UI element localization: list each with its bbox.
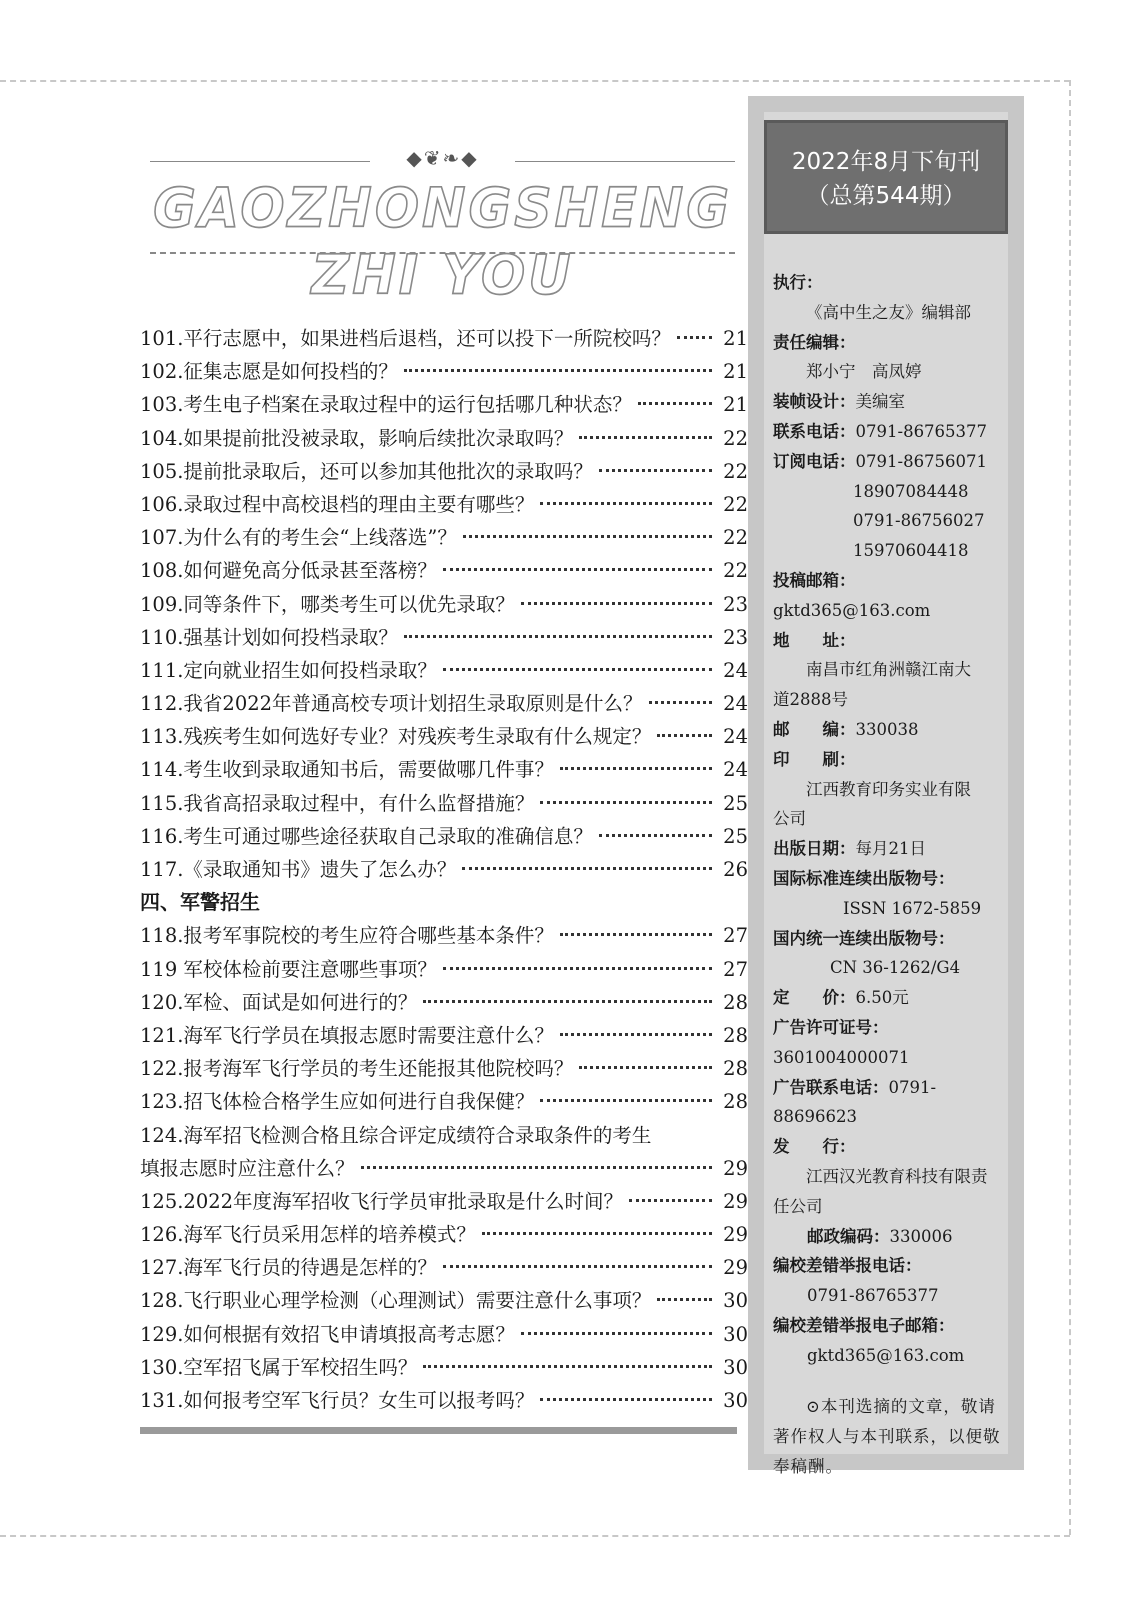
toc-page-number: 25 bbox=[723, 791, 748, 815]
toc-entry-title: 112.我省2022年普通高校专项计划招生录取原则是什么？ bbox=[140, 692, 643, 716]
toc-leader-dots bbox=[657, 1298, 712, 1301]
toc-page-number: 30 bbox=[723, 1355, 748, 1379]
header-ornament bbox=[150, 146, 735, 172]
toc-entry-line bbox=[140, 1119, 748, 1152]
dist-value-2: 任公司 bbox=[773, 1196, 823, 1216]
toc-leader-dots bbox=[540, 502, 712, 505]
design-label: 装帧设计： bbox=[773, 392, 856, 412]
toc-entry-title: 116.考生可通过哪些途径获取自己录取的准确信息？ bbox=[140, 824, 593, 848]
err-phone-label: 编校差错举报电话： bbox=[773, 1256, 922, 1276]
toc-leader-dots bbox=[423, 1000, 712, 1003]
exec-label: 执行： bbox=[773, 273, 823, 292]
toc-page-number: 28 bbox=[723, 990, 748, 1014]
toc-entry-title: 117.《录取通知书》遗失了怎么办？ bbox=[140, 858, 457, 881]
toc-leader-dots bbox=[599, 834, 712, 837]
toc-entry-title: 126.海军飞行员采用怎样的培养模式？ bbox=[140, 1223, 476, 1247]
toc-entry-title: 115.我省高招录取过程中，有什么监督措施？ bbox=[140, 791, 535, 815]
toc-entry[interactable] bbox=[140, 322, 748, 355]
toc-page-number: 28 bbox=[723, 1057, 748, 1081]
toc-leader-dots bbox=[443, 1265, 712, 1268]
toc-entry-title: 107.为什么有的考生会“上线落选”？ bbox=[140, 526, 457, 550]
toc-page-number: 24 bbox=[723, 692, 748, 716]
dist-value-1: 江西汉光教育科技有限责 bbox=[806, 1166, 988, 1186]
page-border-bottom bbox=[0, 1535, 1070, 1537]
dist-label: 发 行： bbox=[773, 1137, 856, 1157]
editor-label: 责任编辑： bbox=[773, 332, 856, 352]
masthead-info bbox=[773, 268, 1005, 1482]
toc-page-number: 24 bbox=[723, 758, 748, 782]
design-row bbox=[773, 387, 1005, 417]
toc-entry-title: 128.飞行职业心理学检测（心理测试）需要注意什么事项？ bbox=[140, 1289, 652, 1313]
toc-entry[interactable] bbox=[140, 621, 748, 654]
toc-entry-title: 106.录取过程中高校退档的理由主要有哪些？ bbox=[140, 492, 535, 516]
design-value: 美编室 bbox=[855, 392, 905, 412]
toc-leader-dots bbox=[361, 1166, 712, 1169]
ad-license-label: 广告许可证号： bbox=[773, 1017, 889, 1037]
toc-page-number: 24 bbox=[723, 725, 748, 749]
toc-page-number: 21 bbox=[723, 327, 748, 350]
toc-leader-dots bbox=[560, 1033, 712, 1036]
toc-entry[interactable] bbox=[140, 554, 748, 587]
toc-page-number: 30 bbox=[723, 1289, 748, 1313]
toc-page-number: 29 bbox=[723, 1256, 748, 1280]
toc-leader-dots bbox=[638, 402, 712, 405]
toc-entry[interactable] bbox=[140, 720, 748, 753]
issn-value: ISSN 1672-5859 bbox=[843, 898, 982, 918]
toc-leader-dots bbox=[540, 1099, 712, 1102]
ad-license-value: 3601004000071 bbox=[773, 1047, 910, 1067]
toc-entry-title: 120.军检、面试是如何进行的？ bbox=[140, 990, 418, 1014]
sub-row bbox=[773, 447, 1005, 477]
toc-entry[interactable] bbox=[140, 355, 748, 388]
toc-entry-title: 118.报考军事院校的考生应符合哪些基本条件？ bbox=[140, 924, 554, 948]
toc-page-number: 22 bbox=[723, 426, 748, 450]
toc-entry[interactable] bbox=[140, 953, 748, 986]
toc-entry-title: 108.如何避免高分低录甚至落榜？ bbox=[140, 559, 437, 583]
toc-entry[interactable] bbox=[140, 455, 748, 488]
toc-page-number: 27 bbox=[723, 924, 748, 948]
email-label: 投稿邮箱： bbox=[773, 570, 856, 590]
price-label: 定 价： bbox=[773, 988, 856, 1008]
toc-page-number: 21 bbox=[723, 393, 748, 417]
toc-leader-dots bbox=[560, 767, 712, 770]
toc-entry-title: 101.平行志愿中，如果进档后退档，还可以投下一所院校吗？ bbox=[140, 327, 671, 350]
print-value-2: 公司 bbox=[773, 809, 806, 829]
toc-entry-title: 103.考生电子档案在录取过程中的运行包括哪几种状态？ bbox=[140, 393, 632, 417]
dist-zip-value: 330006 bbox=[889, 1226, 953, 1246]
toc-page-number: 26 bbox=[723, 858, 748, 881]
toc-entry[interactable] bbox=[140, 1085, 748, 1118]
copyright-note: ⊙本刊选摘的文章，敬请著作权人与本刊联系，以便敬奉稿酬。 bbox=[773, 1397, 1001, 1477]
toc-leader-dots bbox=[540, 801, 712, 804]
toc-entry[interactable] bbox=[140, 1052, 748, 1085]
toc-leader-dots bbox=[599, 469, 712, 472]
bottom-rule bbox=[140, 1427, 737, 1434]
toc-entry-title: 119 军校体检前要注意哪些事项？ bbox=[140, 957, 437, 981]
toc-entry-title: 110.强基计划如何投档录取？ bbox=[140, 625, 398, 649]
toc-page-number: 30 bbox=[723, 1322, 748, 1346]
toc-entry[interactable] bbox=[140, 820, 748, 853]
toc-entry[interactable] bbox=[140, 1019, 748, 1052]
toc-entry[interactable] bbox=[140, 687, 748, 720]
toc-entry-title: 111.定向就业招生如何投档录取？ bbox=[140, 658, 437, 682]
price-value: 6.50元 bbox=[855, 988, 909, 1008]
toc-entry-title: 105.提前批录取后，还可以参加其他批次的录取吗？ bbox=[140, 459, 593, 483]
ad-phone-value: 0791-88696623 bbox=[773, 1077, 937, 1127]
toc-leader-dots bbox=[649, 701, 712, 704]
ornament-line-right bbox=[515, 161, 735, 162]
toc-leader-dots bbox=[657, 734, 712, 737]
addr-label: 地 址： bbox=[773, 630, 856, 650]
page-border-right bbox=[1069, 80, 1071, 1535]
toc-entry-title: 131.如何报考空军飞行员？女生可以报考吗？ bbox=[140, 1389, 535, 1412]
toc-entry-title: 127.海军飞行员的待遇是怎样的？ bbox=[140, 1256, 437, 1280]
sub-value-2: 18907084448 bbox=[853, 481, 969, 501]
toc-entry[interactable] bbox=[140, 488, 748, 521]
toc-entry[interactable] bbox=[140, 1318, 748, 1351]
toc-entry[interactable] bbox=[140, 853, 748, 886]
toc-leader-dots bbox=[404, 635, 712, 638]
toc-leader-dots bbox=[482, 1232, 712, 1235]
toc-leader-dots bbox=[629, 1199, 712, 1202]
sub-value-3: 0791-86756027 bbox=[853, 511, 985, 531]
toc-entry-title: 填报志愿时应注意什么？ bbox=[140, 1156, 355, 1180]
issn-label: 国际标准连续出版物号： bbox=[773, 868, 955, 888]
cn-label: 国内统一连续出版物号： bbox=[773, 928, 955, 948]
toc-entry[interactable] bbox=[140, 1251, 748, 1284]
toc-entry[interactable] bbox=[140, 1185, 748, 1218]
toc-entry[interactable] bbox=[140, 654, 748, 687]
toc-leader-dots bbox=[404, 369, 712, 372]
toc-page-number: 22 bbox=[723, 492, 748, 516]
date-label: 出版日期： bbox=[773, 839, 856, 859]
toc-page-number: 22 bbox=[723, 526, 748, 550]
toc-entry-title: 122.报考海军飞行学员的考生还能报其他院校吗？ bbox=[140, 1057, 574, 1081]
toc-entry-title: 113.残疾考生如何选好专业？对残疾考生录取有什么规定？ bbox=[140, 725, 652, 749]
toc-entry[interactable] bbox=[140, 753, 748, 786]
toc-leader-dots bbox=[423, 1365, 712, 1368]
zip-row bbox=[773, 715, 1005, 745]
sub-label: 订阅电话： bbox=[773, 451, 856, 471]
page-border-top bbox=[0, 80, 1070, 82]
phone-value: 0791-86765377 bbox=[855, 421, 988, 441]
toc-leader-dots bbox=[540, 1398, 712, 1401]
err-phone-value: 0791-86765377 bbox=[807, 1286, 939, 1306]
brand-underline bbox=[150, 252, 735, 254]
toc-entry[interactable] bbox=[140, 787, 748, 820]
toc-entry[interactable] bbox=[140, 1218, 748, 1251]
toc-entry-title: 125.2022年度海军招收飞行学员审批录取是什么时间？ bbox=[140, 1189, 624, 1213]
toc-page-number: 27 bbox=[723, 957, 748, 981]
print-value-1: 江西教育印务实业有限 bbox=[806, 779, 971, 799]
toc-entry[interactable] bbox=[140, 521, 748, 554]
phone-label: 联系电话： bbox=[773, 421, 856, 441]
toc-leader-dots bbox=[579, 436, 712, 439]
cn-value: CN 36-1262/G4 bbox=[830, 958, 961, 978]
toc-entry[interactable] bbox=[140, 1351, 748, 1384]
toc-entry[interactable] bbox=[140, 919, 748, 952]
toc-page-number: 28 bbox=[723, 1023, 748, 1047]
ad-phone-row bbox=[773, 1073, 1005, 1133]
sub-value-4: 15970604418 bbox=[853, 541, 969, 561]
sub-value-1: 0791-86756071 bbox=[855, 451, 988, 471]
toc-entry-text: 124.海军招飞检测合格且综合评定成绩符合录取条件的考生 bbox=[140, 1123, 652, 1147]
toc-entry-title: 121.海军飞行学员在填报志愿时需要注意什么？ bbox=[140, 1023, 554, 1047]
dist-zip-row bbox=[773, 1222, 1005, 1252]
issue-box bbox=[764, 120, 1008, 234]
toc-entry-title: 123.招飞体检合格学生应如何进行自我保健？ bbox=[140, 1090, 535, 1114]
table-of-contents bbox=[140, 322, 748, 1417]
toc-leader-dots bbox=[443, 568, 712, 571]
toc-leader-dots bbox=[462, 867, 712, 870]
ornament-line-left bbox=[150, 161, 370, 162]
toc-entry[interactable] bbox=[140, 388, 748, 421]
addr-value-1: 南昌市红角洲赣江南大 bbox=[806, 660, 971, 680]
toc-entry[interactable] bbox=[140, 1384, 748, 1417]
toc-page-number: 23 bbox=[723, 625, 748, 649]
toc-entry-title: 109.同等条件下，哪类考生可以优先录取？ bbox=[140, 592, 515, 616]
toc-entry-title: 129.如何根据有效招飞申请填报高考志愿？ bbox=[140, 1322, 515, 1346]
toc-leader-dots bbox=[463, 535, 712, 538]
toc-leader-dots bbox=[521, 602, 712, 605]
toc-entry-title: 104.如果提前批没被录取，影响后续批次录取吗？ bbox=[140, 426, 574, 450]
toc-page-number: 23 bbox=[723, 592, 748, 616]
toc-page-number: 22 bbox=[723, 459, 748, 483]
spacer bbox=[773, 1370, 1005, 1392]
err-email-label: 编校差错举报电子邮箱： bbox=[773, 1315, 955, 1335]
ad-license-row bbox=[773, 1013, 1005, 1073]
price-row bbox=[773, 983, 1005, 1013]
err-email-value: gktd365@163.com bbox=[807, 1345, 965, 1365]
email-value: gktd365@163.com bbox=[773, 600, 931, 620]
toc-page-number: 29 bbox=[723, 1156, 748, 1180]
email-row bbox=[773, 566, 1005, 626]
issue-number: （总第544期） bbox=[806, 183, 966, 209]
toc-leader-dots bbox=[560, 933, 712, 936]
issue-date: 2022年8月下旬刊 bbox=[791, 149, 981, 175]
zip-label: 邮 编： bbox=[773, 719, 856, 739]
toc-entry[interactable] bbox=[140, 588, 748, 621]
toc-page-number: 21 bbox=[723, 360, 748, 384]
addr-value-2: 道2888号 bbox=[773, 690, 848, 710]
toc-page-number: 22 bbox=[723, 559, 748, 583]
toc-page-number: 28 bbox=[723, 1090, 748, 1114]
flourish-icon: ◆❦❧◆ bbox=[406, 146, 479, 170]
toc-page-number: 25 bbox=[723, 824, 748, 848]
zip-value: 330038 bbox=[855, 719, 919, 739]
toc-page-number: 30 bbox=[723, 1389, 748, 1412]
brand-title: GAOZHONGSHENG ZHI YOU bbox=[153, 176, 732, 308]
toc-entry[interactable] bbox=[140, 986, 748, 1019]
toc-entry-title: 102.征集志愿是如何投档的？ bbox=[140, 360, 398, 384]
toc-entry-title: 130.空军招飞属于军校招生吗？ bbox=[140, 1355, 418, 1379]
exec-value: 《高中生之友》编辑部 bbox=[806, 302, 971, 322]
toc-entry-title: 114.考生收到录取通知书后，需要做哪几件事？ bbox=[140, 758, 554, 782]
toc-leader-dots bbox=[677, 336, 712, 339]
phone-row bbox=[773, 417, 1005, 447]
date-value: 每月21日 bbox=[855, 839, 926, 859]
ad-phone-label: 广告联系电话： bbox=[773, 1077, 889, 1097]
toc-entry[interactable] bbox=[140, 422, 748, 455]
dist-zip-label: 邮政编码： bbox=[807, 1226, 890, 1246]
toc-page-number: 29 bbox=[723, 1189, 748, 1213]
editor-value: 郑小宁 高凤婷 bbox=[806, 362, 922, 382]
toc-leader-dots bbox=[521, 1332, 712, 1335]
toc-page-number: 29 bbox=[723, 1223, 748, 1247]
toc-leader-dots bbox=[443, 967, 712, 970]
date-row bbox=[773, 834, 1005, 864]
toc-section-heading: 四、军警招生 bbox=[140, 890, 260, 915]
toc-leader-dots bbox=[579, 1066, 712, 1069]
print-label: 印 刷： bbox=[773, 749, 856, 769]
toc-page-number: 24 bbox=[723, 658, 748, 682]
toc-entry[interactable] bbox=[140, 1152, 748, 1185]
toc-leader-dots bbox=[443, 668, 712, 671]
toc-entry[interactable] bbox=[140, 1284, 748, 1317]
